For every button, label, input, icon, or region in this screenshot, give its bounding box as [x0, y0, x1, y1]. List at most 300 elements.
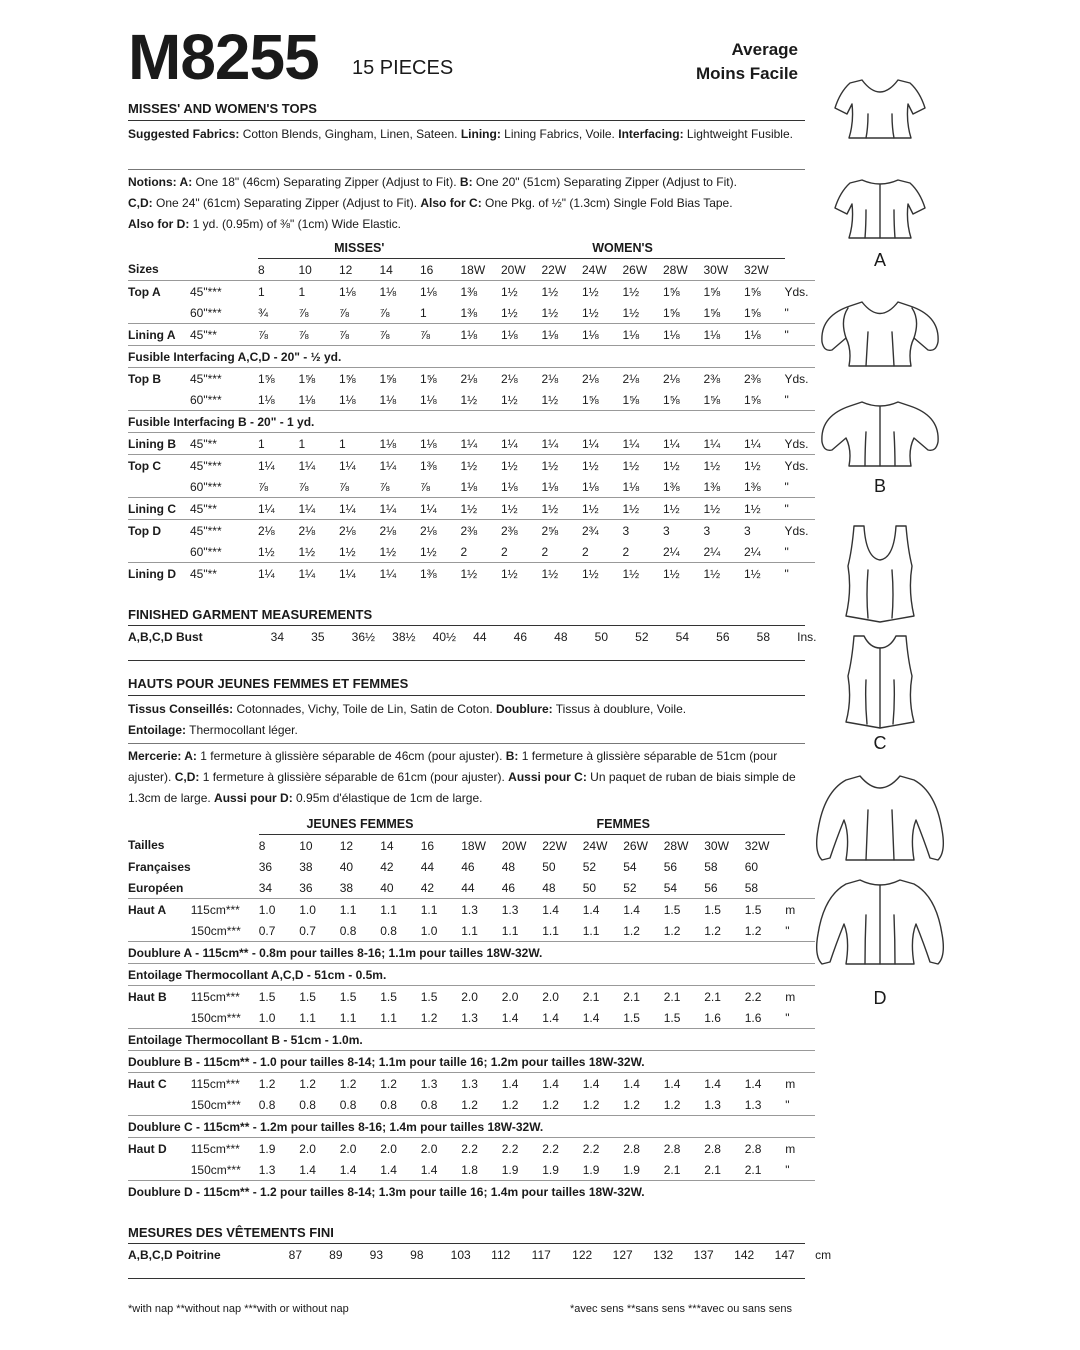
divider: [128, 660, 805, 661]
size-cell: 46: [461, 859, 475, 874]
unit: Yds.: [785, 368, 815, 390]
table-cell: 2.1: [744, 1162, 762, 1177]
row-label: Top A: [128, 281, 190, 303]
table-cell: 1.5: [299, 986, 340, 1008]
table-cell: 1.4: [502, 1073, 543, 1095]
size-cell: 8: [258, 838, 266, 853]
table-cell: 147: [774, 1247, 795, 1262]
table-cell: 1⅛: [339, 392, 356, 407]
table-cell: 1⅝: [663, 281, 704, 303]
table-cell: 1.2: [582, 1097, 600, 1112]
unit: Ins.: [797, 629, 817, 644]
table-cell: 1⅜: [461, 281, 502, 303]
sizes-row: [128, 259, 815, 281]
table-cell: 2⅛: [420, 520, 461, 542]
table-cell: 3: [744, 520, 785, 542]
fabric-width: 45"**: [190, 324, 258, 346]
size-cell: 28W: [663, 262, 688, 277]
table-cell: 1.4: [745, 1073, 786, 1095]
table-cell: 1½: [542, 498, 583, 520]
table-cell: 1.2: [663, 1097, 681, 1112]
table-cell: 122: [572, 1247, 593, 1262]
spacer: [190, 237, 258, 259]
table-cell: 1.2: [299, 1073, 340, 1095]
table-row: [128, 476, 815, 498]
table-cell: 2.2: [745, 986, 786, 1008]
table-row: [128, 563, 815, 585]
full-row-text: Doublure D - 115cm** - 1.2 pour tailles 8-14; 1.3m pour taille 16; 1.4m pour tailles 18W-32W.: [128, 1181, 815, 1203]
table-cell: 1.5: [340, 986, 381, 1008]
table-cell: 1¼: [258, 455, 299, 477]
fabric-width: 45"***: [190, 520, 258, 542]
table-cell: 1⅝: [299, 368, 340, 390]
table-cell: 1⅛: [501, 479, 518, 494]
table-cell: 35: [311, 629, 325, 644]
table-cell: 34: [270, 629, 285, 644]
view-label-d: D: [873, 988, 887, 1008]
row-label: [128, 302, 190, 324]
size-cell: 58: [744, 880, 759, 895]
table-cell: 1⅜: [663, 479, 680, 494]
table-row: [128, 1073, 815, 1095]
table-row: [128, 1029, 815, 1051]
table-cell: 1¼: [704, 433, 745, 455]
size-cell: 24W: [582, 262, 607, 277]
table-cell: 1½: [623, 498, 664, 520]
row-label: [128, 541, 190, 563]
table-cell: 1½: [663, 563, 704, 585]
table-cell: 1½: [744, 563, 785, 585]
table-cell: 1⅝: [380, 368, 421, 390]
size-cell: 46: [501, 880, 516, 895]
table-cell: 1.4: [299, 1162, 316, 1177]
size-group-header: [128, 237, 815, 259]
size-cell: 10: [299, 838, 313, 853]
table-row: [128, 986, 815, 1008]
table-cell: ⅞: [339, 324, 380, 346]
unit: m: [785, 899, 815, 921]
table-cell: 1½: [541, 305, 559, 320]
row-label: Haut D: [128, 1138, 191, 1160]
table-cell: 2.0: [380, 1138, 421, 1160]
table-cell: 2.1: [623, 986, 664, 1008]
size-cell: 58: [704, 859, 718, 874]
table-cell: 1.4: [542, 899, 583, 921]
table-cell: 2.2: [583, 1138, 624, 1160]
table-cell: 1.2: [744, 923, 762, 938]
table-cell: 2.0: [299, 1138, 340, 1160]
table-cell: 1½: [542, 455, 583, 477]
table-cell: 1.2: [663, 923, 681, 938]
table-cell: 1.4: [664, 1073, 705, 1095]
table-cell: 1½: [258, 544, 275, 559]
view-b-back-drawing: [822, 402, 938, 466]
size-cell: 60: [744, 859, 759, 874]
table-cell: 1: [299, 281, 340, 303]
table-cell: 1¼: [461, 433, 502, 455]
table-cell: ⅞: [379, 305, 390, 320]
also-d-text: 0.95m d'élastique de 1cm de large.: [292, 791, 483, 805]
table-cell: ⅞: [299, 324, 340, 346]
table-cell: 1¼: [542, 433, 583, 455]
table-cell: 1¼: [299, 498, 340, 520]
sizes-row: [128, 856, 815, 877]
table-cell: 1⅝: [663, 305, 680, 320]
row-label: [128, 1094, 191, 1116]
view-a-back-drawing: [835, 180, 925, 238]
table-cell: 1⅝: [744, 281, 785, 303]
fabrics-text: Cotton Blends, Gingham, Linen, Sateen.: [239, 127, 461, 141]
table-cell: 0.8: [339, 923, 357, 938]
table-cell: 44: [473, 629, 487, 644]
row-label: Haut B: [128, 986, 191, 1008]
table-row: [128, 920, 815, 942]
table-cell: 1⅝: [258, 368, 299, 390]
interfacing-label: Entoilage:: [128, 723, 187, 737]
table-cell: 1.2: [461, 1097, 478, 1112]
size-group-label: MISSES': [258, 237, 461, 259]
row-label: Top B: [128, 368, 190, 390]
table-cell: 1.3: [502, 899, 543, 921]
full-row-text: Doublure A - 115cm** - 0.8m pour tailles 8-16; 1.1m pour tailles 18W-32W.: [128, 942, 815, 964]
table-cell: 1½: [623, 281, 664, 303]
size-cell: 20W: [501, 838, 527, 853]
table-cell: 2⅛: [299, 520, 340, 542]
table-cell: 1¼: [744, 433, 785, 455]
table-cell: 1.1: [339, 1010, 357, 1025]
notions-b-label: B:: [505, 749, 519, 763]
sizes-label: Sizes: [128, 262, 159, 277]
table-cell: 1: [339, 433, 380, 455]
size-cell: 38: [299, 859, 313, 874]
table-cell: 2.0: [502, 986, 543, 1008]
table-cell: 1.1: [380, 899, 421, 921]
table-cell: 1: [420, 305, 427, 320]
table-cell: 1⅛: [582, 324, 623, 346]
unit: ": [785, 498, 815, 520]
english-yardage-table: [128, 237, 815, 584]
size-cell: 44: [461, 880, 475, 895]
table-row: [128, 433, 815, 455]
table-cell: 1.4: [501, 1010, 519, 1025]
table-cell: ¾: [258, 305, 269, 320]
piece-count: 15 PIECES: [352, 57, 454, 79]
notions-a-text: One 18" (46cm) Separating Zipper (Adjust to Fit).: [192, 175, 460, 189]
table-cell: ⅞: [339, 479, 350, 494]
table-cell: 1.0: [299, 899, 340, 921]
table-cell: 1.1: [421, 899, 462, 921]
table-cell: 2.2: [542, 1138, 583, 1160]
table-cell: 1½: [501, 563, 542, 585]
table-cell: 1½: [542, 563, 583, 585]
interfacing-text: Lightweight Fusible.: [683, 127, 793, 141]
table-cell: 112: [491, 1247, 511, 1262]
table-cell: 1⅝: [582, 392, 599, 407]
table-cell: 1.2: [704, 923, 721, 938]
spacer: [128, 813, 191, 835]
table-row: [128, 1094, 815, 1116]
table-cell: 1.3: [744, 1097, 762, 1112]
table-cell: 2⅝: [542, 520, 583, 542]
table-cell: 1.4: [623, 899, 664, 921]
size-cell: 52: [582, 859, 597, 874]
table-cell: 1¼: [258, 563, 299, 585]
table-cell: 1½: [582, 281, 623, 303]
fabric-width: 45"**: [190, 563, 258, 585]
technical-drawings: [810, 70, 950, 1030]
table-cell: 2⅛: [501, 368, 542, 390]
table-cell: 1½: [501, 392, 518, 407]
unit: ": [785, 1097, 790, 1112]
sizes-label: Européen: [128, 880, 184, 895]
row-label: Lining A: [128, 324, 190, 346]
size-cell: 34: [258, 880, 273, 895]
table-cell: 0.8: [380, 1097, 397, 1112]
lining-text: Lining Fabrics, Voile.: [500, 127, 619, 141]
table-cell: 1: [258, 433, 299, 455]
size-cell: 32W: [744, 838, 770, 853]
table-cell: 1½: [704, 455, 745, 477]
size-cell: 10: [298, 262, 312, 277]
table-cell: 1.1: [542, 923, 559, 938]
table-cell: 2⅛: [258, 520, 299, 542]
size-cell: 22W: [542, 838, 567, 853]
table-cell: 1.4: [339, 1162, 357, 1177]
fabric-width: 45"***: [190, 368, 258, 390]
table-row: [128, 324, 815, 346]
table-row: [128, 346, 815, 368]
table-cell: 1.0: [258, 1010, 276, 1025]
size-cell: 42: [380, 859, 394, 874]
table-cell: 1½: [704, 563, 745, 585]
table-cell: 1.2: [380, 1073, 421, 1095]
table-cell: 1.9: [542, 1162, 559, 1177]
table-cell: 1⅛: [380, 433, 421, 455]
table-cell: 132: [653, 1247, 674, 1262]
also-d-text: 1 yd. (0.95m) of ⅜" (1cm) Wide Elastic.: [189, 217, 401, 231]
table-cell: 1.3: [421, 1073, 462, 1095]
table-cell: 1.5: [259, 986, 300, 1008]
size-cell: 16: [420, 262, 434, 277]
table-cell: 1⅝: [744, 392, 761, 407]
row-label: A,B,C,D Poitrine: [128, 1247, 221, 1262]
table-cell: 1½: [542, 281, 583, 303]
table-row: [128, 498, 815, 520]
table-cell: 1.0: [259, 899, 300, 921]
table-cell: 1: [258, 281, 299, 303]
lining-label: Lining:: [460, 127, 501, 141]
table-cell: 1⅝: [339, 368, 380, 390]
table-cell: 1⅝: [744, 305, 761, 320]
table-row: [128, 520, 815, 542]
table-cell: 46: [513, 629, 528, 644]
table-cell: 142: [734, 1247, 755, 1262]
size-cell: 12: [339, 262, 353, 277]
size-cell: 28W: [663, 838, 689, 853]
table-cell: 1⅜: [460, 305, 478, 320]
divider: [128, 743, 805, 744]
view-label-c: C: [873, 733, 887, 753]
fabric-width: [203, 626, 271, 647]
table-cell: 1⅝: [420, 368, 461, 390]
table-cell: 2⅛: [339, 520, 380, 542]
english-title: MISSES' AND WOMEN'S TOPS: [128, 101, 317, 116]
table-cell: 2⅛: [380, 520, 421, 542]
table-cell: 2.8: [704, 1138, 745, 1160]
table-cell: 2.2: [461, 1138, 502, 1160]
table-cell: 1.3: [461, 899, 502, 921]
spacer: [190, 259, 258, 281]
table-cell: 2: [501, 544, 508, 559]
table-cell: 1½: [501, 305, 518, 320]
table-cell: 1¼: [339, 498, 380, 520]
table-cell: ⅞: [339, 305, 350, 320]
table-row: [128, 368, 815, 390]
size-cell: 8: [258, 262, 265, 277]
table-cell: 1⅛: [460, 479, 478, 494]
fabric-width: 115cm***: [191, 1073, 259, 1095]
interfacing-label: Interfacing:: [618, 127, 684, 141]
table-cell: 87: [288, 1247, 303, 1262]
table-cell: 1.8: [461, 1162, 478, 1177]
notions-b-text: One 20" (51cm) Separating Zipper (Adjust to Fit).: [472, 175, 737, 189]
unit: Yds.: [785, 433, 815, 455]
table-cell: 1.4: [704, 1073, 745, 1095]
table-cell: 3: [704, 520, 745, 542]
fabric-width: 45"**: [190, 433, 258, 455]
table-cell: 1⅜: [420, 455, 461, 477]
table-cell: 1⅛: [541, 479, 559, 494]
table-cell: 1.4: [582, 1010, 600, 1025]
unit: Yds.: [785, 281, 815, 303]
row-label: Lining B: [128, 433, 190, 455]
table-cell: 1⅛: [744, 324, 785, 346]
notions-cd-text: One 24" (61cm) Separating Zipper (Adjust to Fit).: [152, 196, 421, 210]
table-row: [128, 626, 827, 647]
table-cell: 36½: [351, 629, 376, 644]
table-cell: 1½: [501, 281, 542, 303]
table-cell: 2.8: [623, 1138, 664, 1160]
table-cell: 3: [663, 520, 704, 542]
size-cell: 20W: [501, 262, 526, 277]
view-label-a: A: [873, 250, 886, 270]
unit: ": [784, 479, 789, 494]
fabric-width: 150cm***: [190, 1097, 241, 1112]
table-cell: 2⅛: [663, 368, 704, 390]
table-cell: 1.4: [583, 899, 624, 921]
table-cell: 1.1: [340, 899, 381, 921]
notions-cd-text: 1 fermeture à glissière séparable de 61cm (pour ajuster).: [199, 770, 509, 784]
full-row-text: Doublure B - 115cm** - 1.0 pour tailles 8-14; 1.1m pour taille 16; 1.2m pour tailles 18W-32W.: [128, 1051, 815, 1073]
table-cell: 2.8: [745, 1138, 786, 1160]
table-cell: 1¼: [380, 455, 421, 477]
size-cell: 36: [299, 880, 313, 895]
fabric-width: 150cm***: [190, 1162, 241, 1177]
table-cell: 1.6: [704, 1010, 721, 1025]
table-row: [128, 281, 815, 303]
table-cell: 1.0: [420, 923, 438, 938]
table-row: [128, 541, 815, 563]
table-cell: 1.2: [542, 1097, 559, 1112]
fabrics-label: Suggested Fabrics:: [128, 127, 240, 141]
table-cell: 2¾: [582, 520, 623, 542]
table-cell: 2: [460, 544, 468, 559]
table-cell: 1⅜: [744, 479, 761, 494]
spacer: [191, 856, 259, 877]
table-cell: 1.5: [421, 986, 462, 1008]
table-row: [128, 302, 815, 324]
notions-a-label: Mercerie: A:: [128, 749, 197, 763]
size-cell: 14: [379, 262, 393, 277]
table-cell: 1½: [622, 305, 640, 320]
table-cell: ⅞: [379, 479, 390, 494]
table-cell: 2⅛: [461, 368, 502, 390]
full-row-text: Entoilage Thermocollant A,C,D - 51cm - 0.5m.: [128, 964, 815, 986]
sizes-row: [128, 835, 815, 857]
table-cell: ⅞: [258, 479, 269, 494]
table-cell: 1.2: [420, 1010, 438, 1025]
row-label: [128, 920, 191, 942]
table-cell: 1¼: [339, 563, 380, 585]
unit: ": [785, 1010, 790, 1025]
notions-cd-label: C,D:: [174, 770, 200, 784]
fabric-width: 60"***: [190, 305, 222, 320]
table-cell: 2⅜: [501, 520, 542, 542]
also-d-label: Also for D:: [128, 217, 190, 231]
table-cell: 0.7: [299, 923, 316, 938]
footnote-en: *with nap **without nap ***with or without nap: [128, 1303, 349, 1315]
french-fabrics: [128, 699, 800, 741]
table-cell: ⅞: [380, 324, 421, 346]
view-b-front-drawing: [822, 302, 938, 366]
table-cell: 1¼: [501, 433, 542, 455]
table-cell: 1⅝: [703, 392, 721, 407]
unit: m: [785, 986, 815, 1008]
table-cell: 1⅛: [663, 324, 704, 346]
english-notions: [128, 172, 800, 235]
size-cell: 56: [663, 859, 678, 874]
size-cell: 42: [420, 880, 435, 895]
table-cell: 1: [299, 433, 340, 455]
table-cell: 1⅛: [339, 281, 380, 303]
size-group-label: JEUNES FEMMES: [259, 813, 462, 835]
divider: [128, 695, 805, 696]
table-cell: 1.1: [501, 923, 519, 938]
table-cell: 1⅝: [704, 281, 745, 303]
table-cell: 1.4: [380, 1162, 397, 1177]
table-cell: 1⅛: [379, 392, 397, 407]
table-cell: ⅞: [258, 324, 299, 346]
size-cell: 50: [542, 859, 556, 874]
table-cell: 2: [541, 544, 549, 559]
size-cell: 54: [663, 880, 678, 895]
table-cell: 1.9: [259, 1138, 300, 1160]
table-row: [128, 942, 815, 964]
row-label: Haut C: [128, 1073, 191, 1095]
table-cell: 103: [450, 1247, 471, 1262]
table-cell: 1.1: [380, 1010, 397, 1025]
table-cell: 1⅛: [420, 392, 437, 407]
pattern-number: M8255: [128, 21, 319, 93]
table-cell: 1¼: [299, 455, 340, 477]
full-row-text: Entoilage Thermocollant B - 51cm - 1.0m.: [128, 1029, 815, 1051]
interfacing-text: Thermocollant léger.: [186, 723, 298, 737]
fabrics-label: Tissus Conseillés:: [128, 702, 234, 716]
table-cell: 1¼: [663, 433, 704, 455]
spacer: [191, 835, 259, 857]
table-cell: 127: [612, 1247, 633, 1262]
size-cell: 32W: [744, 262, 769, 277]
